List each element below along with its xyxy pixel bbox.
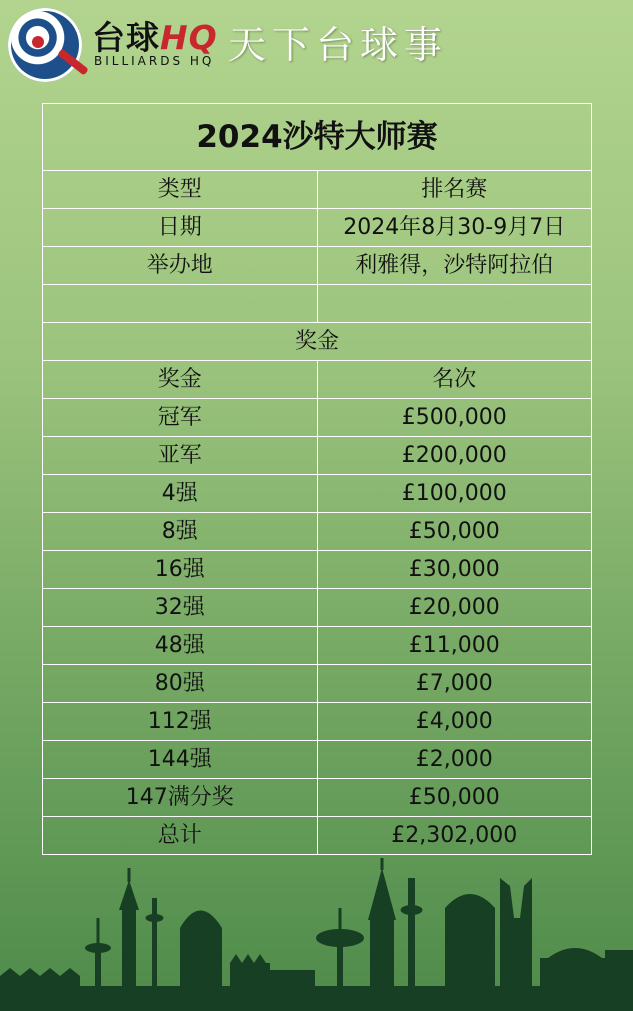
table-row	[43, 209, 592, 247]
prize-header-row	[43, 361, 592, 399]
prize-label: 冠军	[43, 399, 318, 437]
table-row	[43, 551, 592, 589]
prize-value: £2,000	[317, 741, 592, 779]
prize-section-row	[43, 323, 592, 361]
prize-label: 48强	[43, 627, 318, 665]
prize-label: 144强	[43, 741, 318, 779]
table-row	[43, 665, 592, 703]
row-value: 排名赛	[317, 171, 592, 209]
prize-value: £50,000	[317, 779, 592, 817]
table-row	[43, 475, 592, 513]
prize-value: £50,000	[317, 513, 592, 551]
prize-value: £20,000	[317, 589, 592, 627]
prize-label: 4强	[43, 475, 318, 513]
table-row	[43, 741, 592, 779]
row-label: 类型	[43, 171, 318, 209]
table-row	[43, 703, 592, 741]
row-label: 举办地	[43, 247, 318, 285]
prize-label: 亚军	[43, 437, 318, 475]
table-row	[43, 437, 592, 475]
logo-dot-icon	[32, 36, 44, 48]
logo-icon	[8, 8, 82, 82]
prize-label: 总计	[43, 817, 318, 855]
table-row	[43, 513, 592, 551]
table-title: 2024沙特大师赛	[43, 104, 592, 171]
prize-label: 8强	[43, 513, 318, 551]
table-row	[43, 171, 592, 209]
header	[0, 0, 633, 90]
prize-header-value: 名次	[317, 361, 592, 399]
table-row-empty	[43, 285, 592, 323]
prize-header-label: 奖金	[43, 361, 318, 399]
table-row-total	[43, 817, 592, 855]
table-row	[43, 589, 592, 627]
prize-section-title: 奖金	[43, 323, 592, 361]
row-value: 利雅得，沙特阿拉伯	[317, 247, 592, 285]
row-label	[43, 285, 318, 323]
brand-name-hq: HQ	[160, 18, 218, 57]
table-row	[43, 247, 592, 285]
city-skyline-silhouette	[0, 858, 633, 1011]
prize-label: 147满分奖	[43, 779, 318, 817]
prize-value: £500,000	[317, 399, 592, 437]
row-label: 日期	[43, 209, 318, 247]
table-row	[43, 779, 592, 817]
table-title-row	[43, 104, 592, 171]
brand-name	[92, 12, 218, 59]
prize-label: 112强	[43, 703, 318, 741]
row-value: 2024年8月30-9月7日	[317, 209, 592, 247]
prize-value: £200,000	[317, 437, 592, 475]
prize-label: 32强	[43, 589, 318, 627]
tournament-table	[42, 103, 592, 855]
slogan: 天下台球事	[228, 23, 449, 67]
prize-value: £11,000	[317, 627, 592, 665]
prize-value: £30,000	[317, 551, 592, 589]
row-value	[317, 285, 592, 323]
table-row	[43, 627, 592, 665]
prize-label: 16强	[43, 551, 318, 589]
prize-label: 80强	[43, 665, 318, 703]
brand-name-en: BILLIARDS HQ	[94, 54, 215, 68]
prize-value: £100,000	[317, 475, 592, 513]
prize-value: £7,000	[317, 665, 592, 703]
prize-value: £2,302,000	[317, 817, 592, 855]
brand-name-main: 台球	[92, 18, 160, 57]
table-row	[43, 399, 592, 437]
prize-value: £4,000	[317, 703, 592, 741]
